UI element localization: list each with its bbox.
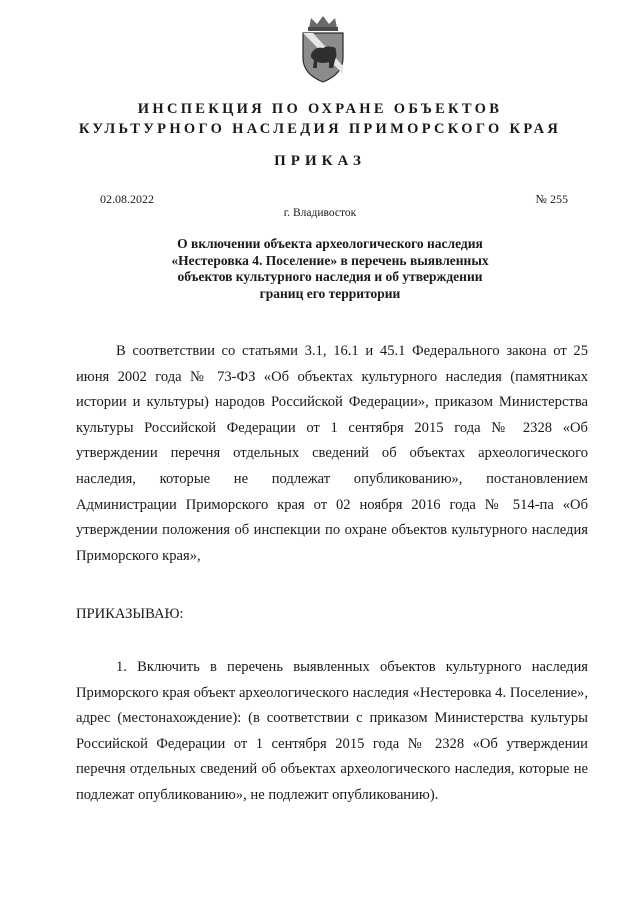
title-line: объектов культурного наследия и об утверждении: [177, 269, 483, 284]
preamble-paragraph: В соответствии со статьями 3.1, 16.1 и 45.1 Федерального закона от 25 июня 2002 года № 73-ФЗ «Об объектах культурного наследия (памятниках истории и культуры) народов Российской Федерации», приказом Министерства культуры Российской Федерации от 1 сентября 2015 года № 2328 «Об утверждении перечня отдельных сведений об объектах археологического наследия, которые не подлежат опубликованию», постановлением Администрации Приморского края от 02 ноября 2016 года № 514-па «Об утверждении положения об инспекции по охране объектов культурного наследия Приморского края»,: [76, 343, 588, 564]
document-type: ПРИКАЗ: [274, 153, 366, 169]
document-city: г. Владивосток: [283, 207, 357, 219]
organization-name-line1: ИНСПЕКЦИЯ ПО ОХРАНЕ ОБЪЕКТОВ: [137, 101, 503, 117]
document-title: [120, 236, 540, 302]
order-item-1: 1. Включить в перечень выявленных объектов культурного наследия Приморского края объект археологического наследия «Нестеровка 4. Поселение», адрес (местонахождение): (в соответствии с приказом Министерства культуры Российской Федерации от 1 сентября 2015 года № 2328 «Об утверждении перечня отдельных сведений об объектах археологического наследия, которые не подлежат опубликованию», не подлежит опубликованию).: [76, 659, 588, 803]
document-number: № 255: [535, 192, 568, 206]
coat-of-arms-emblem: [297, 14, 349, 84]
document-date: 02.08.2022: [100, 192, 154, 206]
title-line: «Нестеровка 4. Поселение» в перечень выявленных: [171, 252, 489, 268]
title-line: О включении объекта археологического наследия: [177, 236, 483, 251]
organization-name-line2: КУЛЬТУРНОГО НАСЛЕДИЯ ПРИМОРСКОГО КРАЯ: [78, 121, 562, 137]
order-keyword: ПРИКАЗЫВАЮ:: [76, 606, 184, 622]
title-line: границ его территории: [259, 285, 401, 301]
